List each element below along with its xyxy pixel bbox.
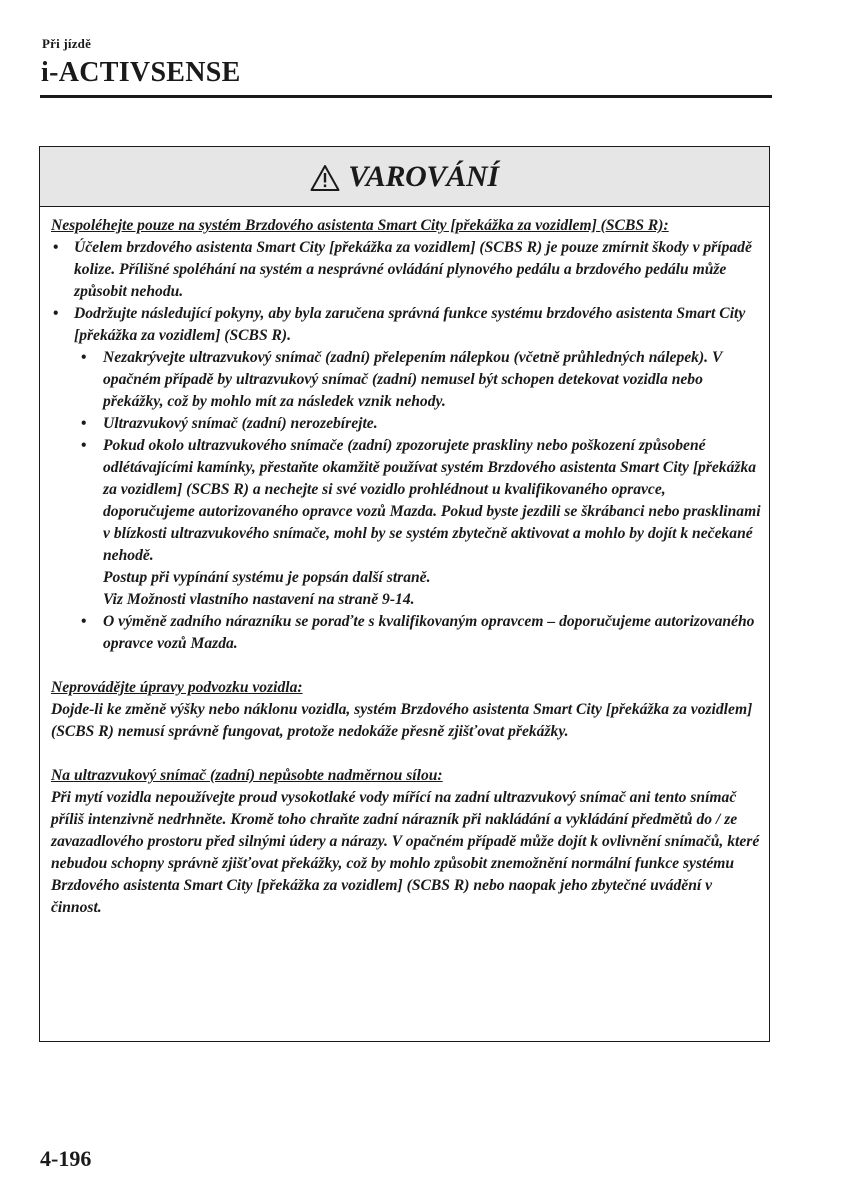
- title-divider: [40, 95, 772, 98]
- sub-bullet-note: Viz Možnosti vlastního nastavení na straně 9-14.: [103, 591, 415, 608]
- sub-bullet-item: [51, 435, 761, 611]
- sub-bullet-item: • Ultrazvukový snímač (zadní) nerozebírejte.: [51, 413, 761, 435]
- page-number: 4-196: [40, 1146, 92, 1171]
- spacer: [51, 655, 761, 677]
- warning-triangle-icon: [310, 164, 340, 192]
- warning-body: [51, 215, 761, 919]
- section-label: Při jízdě: [42, 36, 92, 51]
- spacer: [51, 743, 761, 765]
- bullet-list: [51, 237, 761, 347]
- block2-heading: Neprovádějte úpravy podvozku vozidla:: [51, 679, 303, 696]
- warning-title: VAROVÁNÍ: [348, 159, 499, 193]
- bullet-item: • Dodržujte následující pokyny, aby byla zaručena správná funkce systému brzdového asistenta Smart City [překážka za vozidlem] (SCBS R).: [51, 303, 761, 347]
- bullet-item: • Účelem brzdového asistenta Smart City [překážka za vozidlem] (SCBS R) je pouze zmírnit škody v případě kolize. Přílišné spoléhání na systém a nesprávné ovládání plynového pedálu a brzdového pedálu může způsobit nehodu.: [51, 237, 761, 303]
- block2-text: Dojde-li ke změně výšky nebo náklonu vozidla, systém Brzdového asistenta Smart City [překážka za vozidlem] (SCBS R) nemusí správně fungovat, protože nedokáže přesně zjišťovat překážky.: [51, 701, 753, 740]
- page-title: i-ACTIVSENSE: [41, 57, 241, 88]
- sub-bullet-note: Postup při vypínání systému je popsán další straně.: [103, 569, 431, 586]
- sub-bullet-item: • O výměně zadního nárazníku se poraďte s kvalifikovaným opravcem – doporučujeme autorizovaného opravce vozů Mazda.: [51, 611, 761, 655]
- sub-bullet-item: • Nezakrývejte ultrazvukový snímač (zadní) přelepením nálepkou (včetně průhledných nálepek). V opačném případě by ultrazvukový snímač (zadní) nemusel být schopen detekovat vozidla nebo překážky, což by mohlo mít za následek vznik nehody.: [51, 347, 761, 413]
- sub-bullet-list: [51, 347, 761, 655]
- block3-heading: Na ultrazvukový snímač (zadní) nepůsobte nadměrnou sílou:: [51, 767, 443, 784]
- sub-bullet-text: Pokud okolo ultrazvukového snímače (zadní) zpozorujete praskliny nebo poškození způsobené odlétávajícími kamínky, přestaňte okamžitě používat systém Brzdového asistenta Smart City [překážka za vozidlem] (SCBS R) a nechejte si své vozidlo prohlédnout u kvalifikovaného opravce, doporučujeme autorizovaného opravce vozů Mazda. Pokud byste jezdili se škrábanci nebo prasklinami v blízkosti ultrazvukového snímače, mohl by se systém zbytečně aktivovat a mohlo by dojít k nečekané nehodě.: [103, 437, 761, 564]
- block1-heading: Nespoléhejte pouze na systém Brzdového asistenta Smart City [překážka za vozidlem] (SCBS R):: [51, 217, 669, 234]
- warning-header: [40, 147, 769, 207]
- block3-text: Při mytí vozidla nepoužívejte proud vysokotlaké vody mířící na zadní ultrazvukový snímač ani tento snímač příliš intenzivně nedrhněte. Kromě toho chraňte zadní nárazník při nakládání a vykládání předmětů do / ze zavazadlového prostoru před silnými údery a nárazy. V opačném případě může dojít k ovlivnění snímačů, které nebudou schopny správně zjišťovat překážky, což by mohlo způsobit znemožnění normální funkce systému Brzdového asistenta Smart City [překážka za vozidlem] (SCBS R) nebo naopak jeho zbytečné uvádění v činnost.: [51, 789, 760, 916]
- warning-box: [39, 146, 770, 1042]
